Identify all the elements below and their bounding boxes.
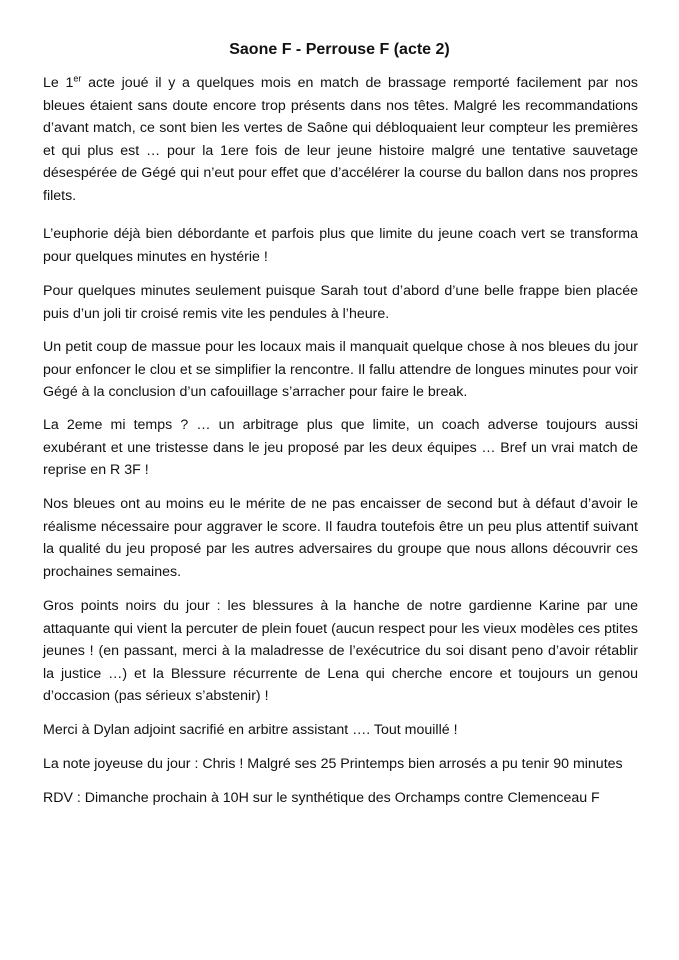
paragraph-next-match: RDV : Dimanche prochain à 10H sur le synthétique des Orchamps contre Clemenceau F [43, 790, 600, 806]
document-title: Saone F - Perrouse F (acte 2) [229, 41, 450, 58]
ordinal-superscript: er [73, 73, 82, 84]
paragraph-sarah: Pour quelques minutes seulement puisque Sarah tout d’abord d’une belle frappe bien placée puis d’un joli tir croisé remis vite les pendules à l’heure. [43, 283, 638, 322]
paragraph-merit: Nos bleues ont au moins eu le mérite de ne pas encaisser de second but à défaut d’avoir le réalisme nécessaire pour aggraver le score. Il faudra toutefois être un peu plus attentif suivant la qualité du jeu proposé par les autres adversaires du groupe que nous allons découvrir ces prochaines semaines. [43, 496, 638, 580]
paragraph-first-act-intro: Le 1 [43, 75, 74, 91]
paragraph-massue: Un petit coup de massue pour les locaux mais il manquait quelque chose à nos bleues du jour pour enfoncer le clou et se simplifier la rencontre. Il fallu attendre de longues minutes pour voir Gégé à la conclusion d’un cafouillage s’arracher pour faire le break. [43, 339, 638, 401]
paragraph-injuries: Gros points noirs du jour : les blessures à la hanche de notre gardienne Karine par une attaquante qui vient la percuter de plein fouet (aucun respect pour les vieux modèles ces ptites jeunes ! (en passant, merci à la maladresse de l’exécutrice du soi disant peno d’avoir rétablir la justice …) et la Blessure récurrente de Lena qui cherche encore et toujours un genou d’occasion (pas sérieux s’abstenir) ! [43, 598, 638, 705]
paragraph-second-half: La 2eme mi temps ? … un arbitrage plus que limite, un coach adverse toujours aussi exubérant et une tristesse dans le jeu proposé par les deux équipes … Bref un vrai match de reprise en R 3F ! [43, 417, 638, 479]
paragraph-thanks: Merci à Dylan adjoint sacrifié en arbitre assistant …. Tout mouillé ! [43, 722, 458, 738]
paragraph-first-act-text: acte joué il y a quelques mois en match de brassage remporté facilement par nos bleues étaient sans doute encore trop présents dans nos têtes. Malgré les recommandations d’avant match, ce sont bien les vertes de Saône qui débloquaient leur compteur les premières et qui plus est … pour la 1ere fois de leur jeune histoire malgré une tentative sauvetage désespérée de Gégé qui n’eut pour effet que d’accélérer la course du ballon dans nos propres filets. [43, 75, 638, 204]
paragraph-first-act [43, 72, 638, 208]
paragraph-joyful-note: La note joyeuse du jour : Chris ! Malgré ses 25 Printemps bien arrosés a pu tenir 90 minutes [43, 756, 623, 772]
paragraph-euphoria: L’euphorie déjà bien débordante et parfois plus que limite du jeune coach vert se transforma pour quelques minutes en hystérie ! [43, 226, 638, 265]
